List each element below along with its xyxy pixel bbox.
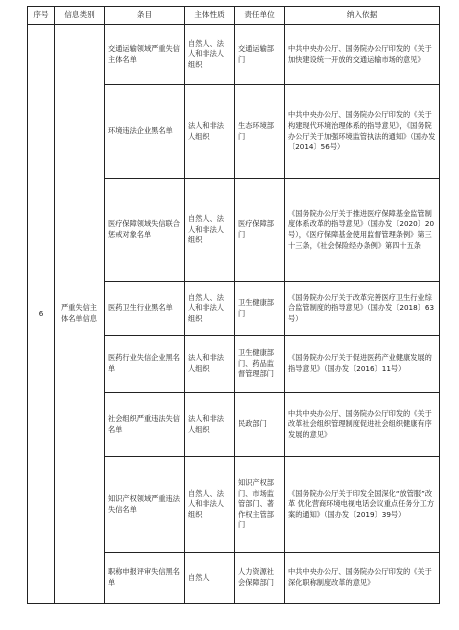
item-cell: 医药卫生行业黑名单 (105, 282, 185, 336)
unit-cell: 卫生健康部门、药品监督管理部门 (235, 336, 285, 393)
header-serial: 序号 (28, 7, 55, 25)
header-item: 条目 (105, 7, 185, 25)
item-cell: 医药行业失信企业黑名单 (105, 336, 185, 393)
unit-cell: 交通运输部门 (235, 25, 285, 85)
item-cell: 职称申报评审失信黑名单 (105, 553, 185, 604)
nature-cell: 自然人 (185, 553, 235, 604)
unit-cell: 卫生健康部门 (235, 282, 285, 336)
credit-list-table (27, 6, 440, 604)
basis-cell: 《国务院办公厅关于改革完善医疗卫生行业综合监管制度的指导意见》（国办发〔2018〕63号） (285, 282, 440, 336)
unit-cell: 民政部门 (235, 393, 285, 457)
nature-cell: 法人和非法人组织 (185, 336, 235, 393)
serial-cell: 6 (28, 25, 55, 604)
unit-cell: 知识产权部门、市场监管部门、著作权主管部门 (235, 457, 285, 553)
nature-cell: 自然人、法人和非法人组织 (185, 25, 235, 85)
header-basis: 纳入依据 (285, 7, 440, 25)
item-cell: 社会组织严重违法失信名单 (105, 393, 185, 457)
unit-cell: 医疗保障部门 (235, 179, 285, 282)
item-cell: 知识产权领域严重违法失信名单 (105, 457, 185, 553)
unit-cell: 人力资源社会保障部门 (235, 553, 285, 604)
basis-cell: 《国务院办公厅关于促进医药产业健康发展的指导意见》（国办发〔2016〕11号） (285, 336, 440, 393)
item-cell: 医疗保障领域失信联合惩戒对象名单 (105, 179, 185, 282)
item-cell: 环境违法企业黑名单 (105, 85, 185, 179)
item-cell: 交通运输领域严重失信主体名单 (105, 25, 185, 85)
basis-cell: 中共中央办公厅、国务院办公厅印发的《关于加快建设统一开放的交通运输市场的意见》 (285, 25, 440, 85)
unit-cell: 生态环境部门 (235, 85, 285, 179)
nature-cell: 法人和非法人组织 (185, 393, 235, 457)
nature-cell: 法人和非法人组织 (185, 85, 235, 179)
category-cell: 严重失信主体名单信息 (55, 25, 105, 604)
basis-cell: 中共中央办公厅、国务院办公厅印发的《关于构建现代环境治理体系的指导意见》，《国务院办公厅关于加强环境监管执法的通知》（国办发〔2014〕56号） (285, 85, 440, 179)
table-header-row (28, 7, 440, 25)
nature-cell: 自然人、法人和非法人组织 (185, 457, 235, 553)
nature-cell: 自然人、法人和非法人组织 (185, 282, 235, 336)
nature-cell: 自然人、法人和非法人组织 (185, 179, 235, 282)
basis-cell: 《国务院办公厅关于推进医疗保障基金监管制度体系改革的指导意见》（国办发〔2020〕20号），《医疗保障基金使用监督管理条例》第三十三条，《社会保险经办条例》第四十五条 (285, 179, 440, 282)
header-nature: 主体性质 (185, 7, 235, 25)
basis-cell: 中共中央办公厅、国务院办公厅印发的《关于改革社会组织管理制度促进社会组织健康有序发展的意见》 (285, 393, 440, 457)
table-row (28, 25, 440, 85)
header-category: 信息类别 (55, 7, 105, 25)
basis-cell: 中共中央办公厅、国务院办公厅印发的《关于深化职称制度改革的意见》 (285, 553, 440, 604)
header-unit: 责任单位 (235, 7, 285, 25)
basis-cell: 《国务院办公厅关于印发全国深化“放管服”改革 优化营商环境电视电话会议重点任务分工方案的通知》（国办发〔2019〕39号） (285, 457, 440, 553)
